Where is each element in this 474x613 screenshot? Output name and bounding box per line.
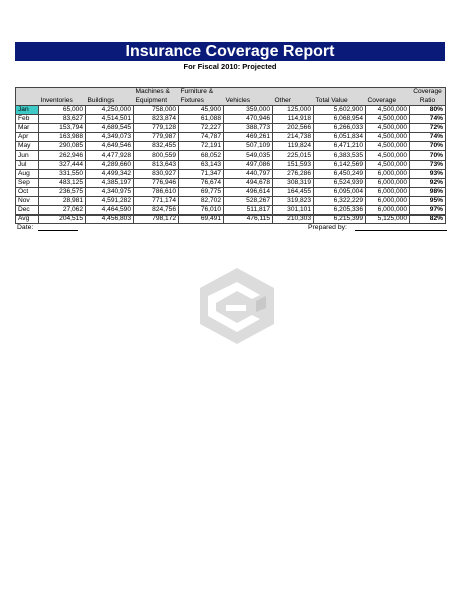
machines-cell[interactable]: 786,610 [134, 187, 179, 196]
total-value-cell[interactable]: 6,383,535 [314, 151, 366, 160]
coverage-cell[interactable]: 4,500,000 [366, 133, 410, 142]
column-header: Other [273, 96, 314, 106]
total-value-cell[interactable]: 6,068,954 [314, 115, 366, 124]
table-row [16, 187, 446, 196]
month-cell[interactable]: Apr [16, 133, 39, 142]
furniture-cell[interactable]: 71,347 [179, 169, 224, 178]
furniture-cell[interactable]: 76,674 [179, 178, 224, 187]
column-header-top: Machines & [134, 87, 179, 96]
vehicles-cell[interactable]: 511,817 [224, 206, 273, 215]
buildings-cell[interactable]: 4,649,546 [86, 142, 134, 151]
machines-cell[interactable]: 779,128 [134, 124, 179, 133]
vehicles-cell[interactable]: 496,614 [224, 187, 273, 196]
inventories-cell[interactable]: 65,000 [39, 106, 86, 115]
other-cell[interactable]: 276,286 [273, 169, 314, 178]
furniture-cell[interactable]: 68,052 [179, 151, 224, 160]
coverage-ratio-cell[interactable]: 92% [410, 178, 446, 187]
report-title: Insurance Coverage Report [15, 42, 445, 61]
column-header-top: Coverage [410, 87, 446, 96]
vehicles-cell[interactable]: 494,678 [224, 178, 273, 187]
coverage-cell[interactable]: 4,500,000 [366, 106, 410, 115]
month-cell[interactable]: Feb [16, 115, 39, 124]
furniture-cell[interactable]: 74,787 [179, 133, 224, 142]
coverage-cell[interactable]: 5,125,000 [366, 215, 410, 224]
furniture-cell[interactable]: 76,010 [179, 206, 224, 215]
table-row [16, 178, 446, 187]
stylized-e-logo-icon [200, 268, 274, 344]
machines-cell[interactable]: 771,174 [134, 196, 179, 205]
column-header-top [86, 87, 134, 96]
furniture-cell[interactable]: 61,088 [179, 115, 224, 124]
buildings-cell[interactable]: 4,477,928 [86, 151, 134, 160]
total-value-cell[interactable]: 6,051,834 [314, 133, 366, 142]
inventories-cell[interactable]: 153,794 [39, 124, 86, 133]
coverage-ratio-cell[interactable]: 93% [410, 169, 446, 178]
coverage-ratio-cell[interactable]: 72% [410, 124, 446, 133]
column-header [16, 96, 39, 106]
column-header: Inventories [39, 96, 86, 106]
furniture-cell[interactable]: 45,900 [179, 106, 224, 115]
table-row [16, 196, 446, 205]
coverage-ratio-cell[interactable]: 74% [410, 133, 446, 142]
coverage-ratio-cell[interactable]: 98% [410, 187, 446, 196]
furniture-cell[interactable]: 72,227 [179, 124, 224, 133]
vehicles-cell[interactable]: 470,946 [224, 115, 273, 124]
buildings-cell[interactable]: 4,689,545 [86, 124, 134, 133]
machines-cell[interactable]: 776,946 [134, 178, 179, 187]
other-cell[interactable]: 202,566 [273, 124, 314, 133]
coverage-cell[interactable]: 4,500,000 [366, 142, 410, 151]
coverage-table [15, 87, 446, 224]
vehicles-cell[interactable]: 469,261 [224, 133, 273, 142]
column-header-top [224, 87, 273, 96]
month-cell[interactable]: Oct [16, 187, 39, 196]
table-row [16, 124, 446, 133]
buildings-cell[interactable]: 4,456,803 [86, 215, 134, 224]
other-cell[interactable]: 125,000 [273, 106, 314, 115]
other-cell[interactable]: 151,593 [273, 160, 314, 169]
column-header: Fixtures [179, 96, 224, 106]
other-cell[interactable]: 225,015 [273, 151, 314, 160]
coverage-cell[interactable]: 4,500,000 [366, 151, 410, 160]
prepared-by-line[interactable] [355, 223, 447, 231]
total-value-cell[interactable]: 6,471,210 [314, 142, 366, 151]
vehicles-cell[interactable]: 476,115 [224, 215, 273, 224]
total-value-cell[interactable]: 6,095,004 [314, 187, 366, 196]
total-value-cell[interactable]: 6,142,569 [314, 160, 366, 169]
table-row [16, 206, 446, 215]
other-cell[interactable]: 114,918 [273, 115, 314, 124]
column-header-top [314, 87, 366, 96]
vehicles-cell[interactable]: 507,109 [224, 142, 273, 151]
month-cell[interactable]: Dec [16, 206, 39, 215]
month-cell[interactable]: Jan [16, 106, 39, 115]
coverage-cell[interactable]: 6,000,000 [366, 206, 410, 215]
total-value-cell[interactable]: 6,266,033 [314, 124, 366, 133]
column-header: Buildings [86, 96, 134, 106]
column-header-top [366, 87, 410, 96]
coverage-cell[interactable]: 6,000,000 [366, 187, 410, 196]
coverage-ratio-cell[interactable]: 97% [410, 206, 446, 215]
month-cell[interactable]: Nov [16, 196, 39, 205]
buildings-cell[interactable]: 4,385,197 [86, 178, 134, 187]
machines-cell[interactable]: 813,643 [134, 160, 179, 169]
other-cell[interactable]: 210,303 [273, 215, 314, 224]
buildings-cell[interactable]: 4,591,282 [86, 196, 134, 205]
machines-cell[interactable]: 798,172 [134, 215, 179, 224]
inventories-cell[interactable]: 327,444 [39, 160, 86, 169]
prepared-by-field[interactable] [308, 223, 447, 231]
coverage-ratio-cell[interactable]: 70% [410, 151, 446, 160]
other-cell[interactable]: 319,823 [273, 196, 314, 205]
month-cell[interactable]: Aug [16, 169, 39, 178]
column-header-top [273, 87, 314, 96]
buildings-cell[interactable]: 4,499,342 [86, 169, 134, 178]
vehicles-cell[interactable]: 388,773 [224, 124, 273, 133]
buildings-cell[interactable]: 4,514,501 [86, 115, 134, 124]
buildings-cell[interactable]: 4,340,975 [86, 187, 134, 196]
coverage-cell[interactable]: 6,000,000 [366, 196, 410, 205]
machines-cell[interactable]: 758,000 [134, 106, 179, 115]
column-header-top [39, 87, 86, 96]
report-subtitle: For Fiscal 2010: Projected [183, 62, 277, 71]
coverage-cell[interactable]: 4,500,000 [366, 115, 410, 124]
buildings-cell[interactable]: 4,464,590 [86, 206, 134, 215]
coverage-ratio-cell[interactable]: 74% [410, 115, 446, 124]
machines-cell[interactable]: 830,927 [134, 169, 179, 178]
table-row [16, 115, 446, 124]
coverage-ratio-cell[interactable]: 80% [410, 106, 446, 115]
buildings-cell[interactable]: 4,250,000 [86, 106, 134, 115]
vehicles-cell[interactable]: 528,267 [224, 196, 273, 205]
total-value-cell[interactable]: 6,524,939 [314, 178, 366, 187]
furniture-cell[interactable]: 69,775 [179, 187, 224, 196]
header-row-top [16, 87, 446, 96]
machines-cell[interactable]: 824,756 [134, 206, 179, 215]
other-cell[interactable]: 308,319 [273, 178, 314, 187]
other-cell[interactable]: 164,455 [273, 187, 314, 196]
table-row [16, 160, 446, 169]
date-label: Date: [17, 224, 34, 231]
column-header-top [16, 87, 39, 96]
inventories-cell[interactable]: 163,988 [39, 133, 86, 142]
inventories-cell[interactable]: 28,981 [39, 196, 86, 205]
coverage-ratio-cell[interactable]: 70% [410, 142, 446, 151]
table-row [16, 142, 446, 151]
header-row-bottom [16, 96, 446, 106]
prepared-by-label: Prepared by: [308, 224, 347, 231]
column-header-top: Furniture & [179, 87, 224, 96]
inventories-cell[interactable]: 290,085 [39, 142, 86, 151]
column-header: Equipment [134, 96, 179, 106]
table-row [16, 151, 446, 160]
month-cell[interactable]: Avg [16, 215, 39, 224]
inventories-cell[interactable]: 27,062 [39, 206, 86, 215]
inventories-cell[interactable]: 331,550 [39, 169, 86, 178]
other-cell[interactable]: 119,824 [273, 142, 314, 151]
total-value-cell[interactable]: 6,205,336 [314, 206, 366, 215]
other-cell[interactable]: 301,101 [273, 206, 314, 215]
inventories-cell[interactable]: 483,125 [39, 178, 86, 187]
total-value-cell[interactable]: 6,450,249 [314, 169, 366, 178]
table-row [16, 106, 446, 115]
table-row [16, 133, 446, 142]
vehicles-cell[interactable]: 440,797 [224, 169, 273, 178]
furniture-cell[interactable]: 82,702 [179, 196, 224, 205]
coverage-cell[interactable]: 6,000,000 [366, 169, 410, 178]
date-field[interactable] [17, 223, 78, 231]
machines-cell[interactable]: 823,874 [134, 115, 179, 124]
coverage-cell[interactable]: 4,500,000 [366, 160, 410, 169]
inventories-cell[interactable]: 262,946 [39, 151, 86, 160]
machines-cell[interactable]: 832,455 [134, 142, 179, 151]
month-cell[interactable]: May [16, 142, 39, 151]
vehicles-cell[interactable]: 497,086 [224, 160, 273, 169]
other-cell[interactable]: 214,738 [273, 133, 314, 142]
month-cell[interactable]: Jul [16, 160, 39, 169]
date-line[interactable] [38, 223, 78, 231]
furniture-cell[interactable]: 72,191 [179, 142, 224, 151]
inventories-cell[interactable]: 83,627 [39, 115, 86, 124]
machines-cell[interactable]: 779,987 [134, 133, 179, 142]
coverage-ratio-cell[interactable]: 73% [410, 160, 446, 169]
month-cell[interactable]: Mar [16, 124, 39, 133]
total-value-cell[interactable]: 6,322,229 [314, 196, 366, 205]
coverage-ratio-cell[interactable]: 95% [410, 196, 446, 205]
inventories-cell[interactable]: 204,515 [39, 215, 86, 224]
month-cell[interactable]: Sep [16, 178, 39, 187]
column-header: Coverage [366, 96, 410, 106]
column-header: Ratio [410, 96, 446, 106]
column-header: Vehicles [224, 96, 273, 106]
total-value-cell[interactable]: 5,602,900 [314, 106, 366, 115]
buildings-cell[interactable]: 4,349,073 [86, 133, 134, 142]
vehicles-cell[interactable]: 549,035 [224, 151, 273, 160]
coverage-ratio-cell[interactable]: 82% [410, 215, 446, 224]
coverage-cell[interactable]: 4,500,000 [366, 124, 410, 133]
inventories-cell[interactable]: 236,575 [39, 187, 86, 196]
furniture-cell[interactable]: 69,491 [179, 215, 224, 224]
column-header: Total Value [314, 96, 366, 106]
coverage-cell[interactable]: 6,000,000 [366, 178, 410, 187]
buildings-cell[interactable]: 4,289,660 [86, 160, 134, 169]
month-cell[interactable]: Jun [16, 151, 39, 160]
total-value-cell[interactable]: 6,215,399 [314, 215, 366, 224]
furniture-cell[interactable]: 63,143 [179, 160, 224, 169]
machines-cell[interactable]: 800,559 [134, 151, 179, 160]
table-row [16, 169, 446, 178]
vehicles-cell[interactable]: 359,000 [224, 106, 273, 115]
